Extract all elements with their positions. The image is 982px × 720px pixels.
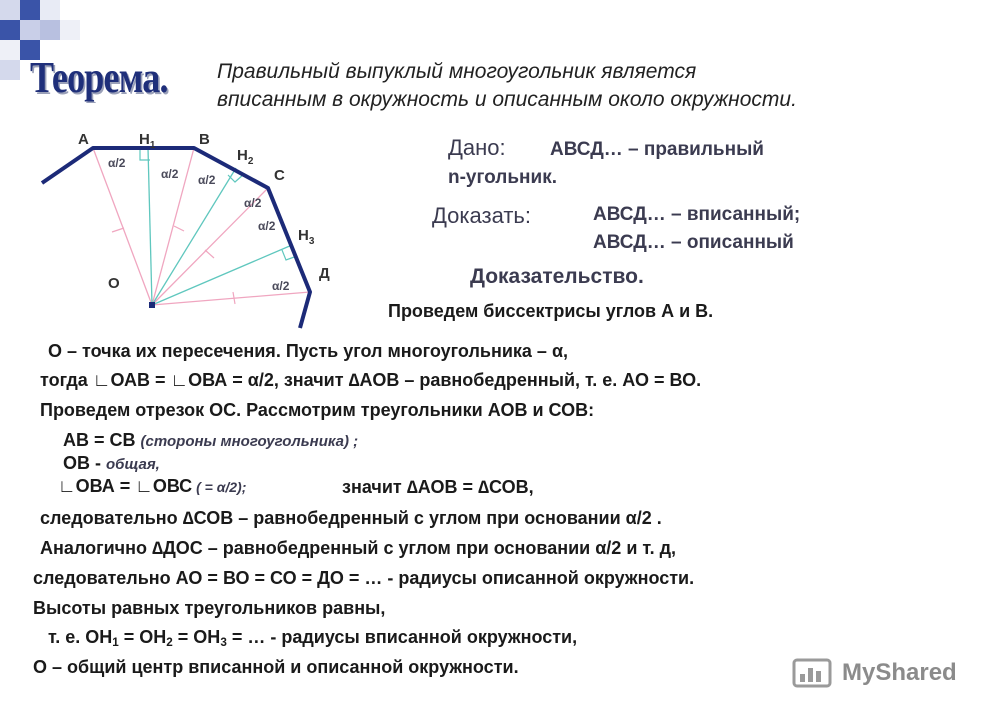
tick-mark xyxy=(205,250,214,258)
vertex-label-c: С xyxy=(274,167,285,184)
proof-step-1: Проведем биссектрисы углов А и В. xyxy=(388,301,714,321)
vertex-label-h1: $Н_1$ xyxy=(139,131,156,151)
tick-mark xyxy=(174,226,184,231)
center-point xyxy=(149,302,155,308)
angle-label: α/2 xyxy=(244,196,262,210)
vertex-label-b: В xyxy=(199,131,210,148)
proof-line-cob: следовательно ∆СОВ – равнобедренный с углом при основании α/2 . xyxy=(40,508,662,528)
angle-note: ( = α/2); xyxy=(192,479,247,495)
ob-statement: ОВ - xyxy=(63,453,106,473)
apothem-h2 xyxy=(152,168,236,305)
proof-line-radii: следовательно АО = ВО = СО = ДО = … - радиусы описанной окружности. xyxy=(33,568,695,588)
bisector-a xyxy=(93,148,152,305)
proof-heading: Доказательство. xyxy=(470,265,644,288)
proof-line-heights: Высоты равных треугольников равны, xyxy=(33,598,386,618)
apothem-h3 xyxy=(152,245,292,305)
angle-label: α/2 xyxy=(161,167,179,181)
ob-note: общая, xyxy=(106,456,160,473)
slide-title: Теорема. xyxy=(30,53,168,102)
angle-label: α/2 xyxy=(198,173,216,187)
proof-line-oh: т. е. $ОН_1 = ОН_2 = ОН_3$ = … - радиусы вписанной окружности, xyxy=(48,627,578,649)
bisector-d xyxy=(152,292,310,305)
proof-line-o: О – точка их пересечения. Пусть угол многоугольника – α, xyxy=(48,341,569,361)
theorem-line-1: Правильный выпуклый многоугольник является xyxy=(217,60,697,83)
ab-equality: АВ = СВ xyxy=(63,430,141,450)
given-label: Дано: xyxy=(448,135,506,160)
vertex-label-h3: $Н_3$ xyxy=(298,227,315,247)
proof-line-oc: Проведем отрезок ОС. Рассмотрим треугольники АОВ и СОВ: xyxy=(40,400,595,420)
proof-ab-line xyxy=(63,430,358,451)
vertex-label-d: Д xyxy=(319,265,330,282)
proof-line-center: О – общий центр вписанной и описанной окружности. xyxy=(33,657,519,677)
angle-equality: ∟ОВА = ∟ОВС xyxy=(58,476,193,496)
vertex-label-a: А xyxy=(78,131,89,148)
angle-label: α/2 xyxy=(258,219,276,233)
angle-label: α/2 xyxy=(108,156,126,170)
prove-label: Доказать: xyxy=(432,203,531,228)
proof-line-then: тогда ∟ОАВ = ∟ОВА = α/2, значит ∆АОВ – равнобедренный, т. е. АО = ВО. xyxy=(40,370,702,390)
myshared-logo-icon xyxy=(792,656,836,692)
given-text-2: n-угольник. xyxy=(448,167,557,188)
proof-ob-line xyxy=(63,453,160,474)
angle-label: α/2 xyxy=(272,279,290,293)
center-label-o: О xyxy=(108,275,120,292)
given-text-1: АВСД… – правильный xyxy=(550,139,764,160)
proof-congruence: значит ∆АОВ = ∆СОВ, xyxy=(342,477,534,497)
ab-note: (стороны многоугольника) ; xyxy=(140,433,359,450)
proof-angle-line xyxy=(58,476,246,497)
vertex-label-h2: $Н_2$ xyxy=(237,147,254,167)
polygon-figure xyxy=(0,0,340,335)
watermark-text: MyShared xyxy=(842,659,957,686)
tick-mark xyxy=(112,228,124,232)
theorem-line-2: вписанным в окружность и описанным около окружности. xyxy=(217,88,797,111)
prove-text-2: АВСД… – описанный xyxy=(593,232,794,253)
apothem-h1 xyxy=(148,148,152,305)
proof-line-doc: Аналогично ∆ДОС – равнобедренный с углом при основании α/2 и т. д, xyxy=(40,538,677,558)
prove-text-1: АВСД… – вписанный; xyxy=(593,204,801,225)
